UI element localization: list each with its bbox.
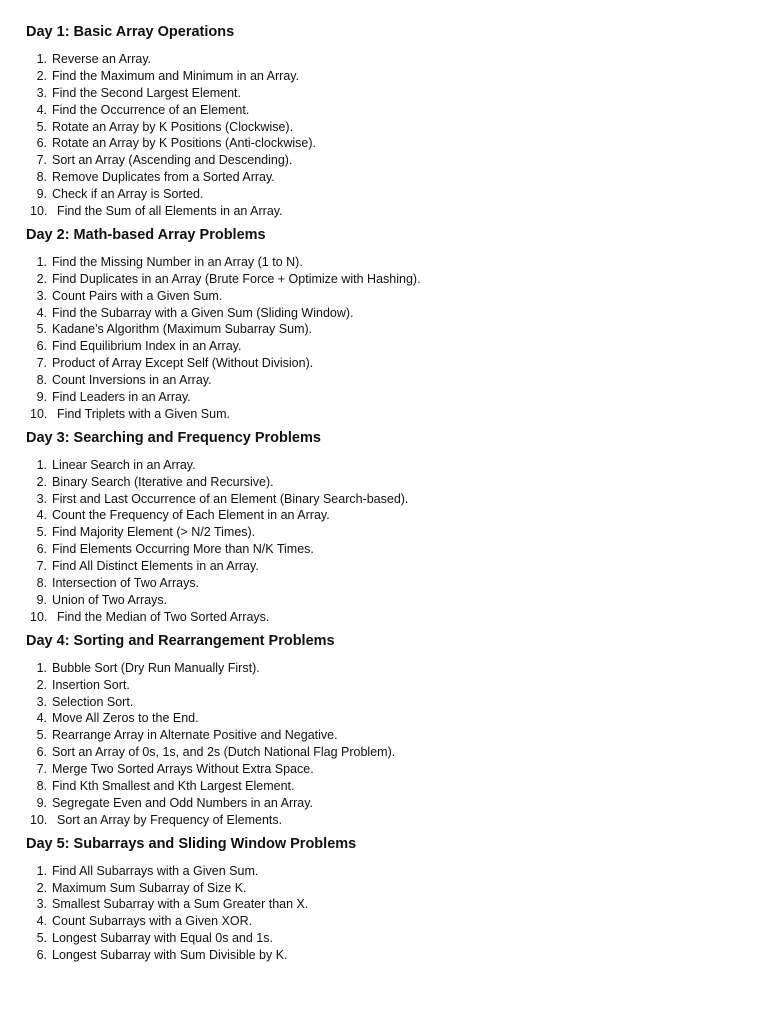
list-item (26, 338, 768, 355)
item-number: 7. (36, 153, 47, 168)
item-text: Count Inversions in an Array. (52, 373, 212, 388)
problem-list (26, 51, 768, 220)
list-item (26, 491, 768, 508)
item-text: Selection Sort. (52, 694, 134, 709)
problem-list (26, 457, 768, 626)
list-item (26, 152, 768, 169)
list-item (26, 558, 768, 575)
list-item (26, 744, 768, 761)
list-item (26, 474, 768, 491)
list-item (26, 609, 768, 626)
list-item (26, 389, 768, 406)
day-section (26, 428, 768, 626)
item-text: Move All Zeros to the End. (52, 711, 199, 726)
problem-list (26, 660, 768, 829)
list-item (26, 541, 768, 558)
item-text: Segregate Even and Odd Numbers in an Array. (52, 795, 314, 810)
list-item (26, 863, 768, 880)
item-text: Kadane's Algorithm (Maximum Subarray Sum). (52, 322, 313, 337)
item-number: 3. (36, 85, 47, 100)
item-text: Merge Two Sorted Arrays Without Extra Space. (52, 762, 314, 777)
list-item (26, 727, 768, 744)
item-number: 3. (36, 694, 47, 709)
section-heading: Day 1: Basic Array Operations (26, 24, 235, 40)
list-item (26, 795, 768, 812)
item-number: 2. (36, 677, 47, 692)
item-number: 5. (36, 728, 47, 743)
item-text: Find the Median of Two Sorted Arrays. (57, 609, 270, 624)
item-number: 10. (30, 406, 48, 421)
item-text: Check if an Array is Sorted. (52, 187, 204, 202)
item-number: 1. (36, 52, 47, 66)
list-item (26, 457, 768, 474)
item-text: Longest Subarray with Sum Divisible by K. (52, 948, 288, 963)
item-text: First and Last Occurrence of an Element (Binary Search-based). (52, 491, 409, 506)
list-item (26, 592, 768, 609)
list-item (26, 186, 768, 203)
item-number: 8. (36, 373, 47, 388)
item-number: 8. (36, 170, 47, 185)
item-number: 6. (36, 136, 47, 151)
item-text: Find Leaders in an Array. (52, 390, 191, 405)
item-number: 3. (36, 491, 47, 506)
item-number: 7. (36, 762, 47, 777)
list-item (26, 913, 768, 930)
day-section (26, 22, 768, 220)
item-number: 3. (36, 897, 47, 912)
list-item (26, 102, 768, 119)
item-text: Sort an Array (Ascending and Descending). (52, 153, 293, 168)
item-number: 2. (36, 68, 47, 83)
item-text: Remove Duplicates from a Sorted Array. (52, 170, 275, 185)
list-item (26, 930, 768, 947)
item-number: 4. (36, 102, 47, 117)
section-heading: Day 3: Searching and Frequency Problems (26, 429, 321, 446)
section-heading: Day 5: Subarrays and Sliding Window Problems (26, 835, 357, 852)
item-number: 5. (36, 525, 47, 540)
item-text: Binary Search (Iterative and Recursive). (52, 474, 274, 489)
list-item (26, 947, 768, 964)
list-item (26, 271, 768, 288)
list-item (26, 51, 768, 68)
item-text: Find Triplets with a Given Sum. (57, 406, 230, 421)
item-text: Find the Missing Number in an Array (1 to N). (52, 254, 303, 269)
problem-list (26, 863, 768, 964)
list-item (26, 575, 768, 592)
item-text: Rearrange Array in Alternate Positive and Negative. (52, 728, 338, 743)
list-item (26, 660, 768, 677)
item-text: Find All Distinct Elements in an Array. (52, 559, 259, 574)
item-number: 6. (36, 339, 47, 354)
list-item (26, 694, 768, 711)
list-item (26, 119, 768, 136)
list-item (26, 880, 768, 897)
day-section (26, 834, 768, 964)
list-item (26, 169, 768, 186)
list-item (26, 305, 768, 322)
item-text: Find Duplicates in an Array (Brute Force + Optimize with Hashing). (52, 271, 421, 286)
item-text: Count Pairs with a Given Sum. (52, 288, 223, 303)
item-number: 1. (36, 660, 47, 675)
problem-list (26, 254, 768, 423)
list-item (26, 254, 768, 271)
item-number: 5. (36, 931, 47, 946)
item-number: 9. (36, 187, 47, 202)
item-number: 9. (36, 592, 47, 607)
item-text: Count Subarrays with a Given XOR. (52, 914, 253, 929)
item-number: 1. (36, 457, 47, 472)
list-item (26, 812, 768, 829)
item-text: Reverse an Array. (52, 52, 152, 66)
item-number: 2. (36, 880, 47, 895)
item-text: Union of Two Arrays. (52, 592, 168, 607)
list-item (26, 778, 768, 795)
list-item (26, 524, 768, 541)
list-item (26, 372, 768, 389)
item-number: 9. (36, 795, 47, 810)
list-item (26, 710, 768, 727)
item-text: Sort an Array of 0s, 1s, and 2s (Dutch National Flag Problem). (52, 745, 396, 760)
item-text: Find Majority Element (> N/2 Times). (52, 525, 256, 540)
item-number: 5. (36, 119, 47, 134)
list-item (26, 68, 768, 85)
list-item (26, 896, 768, 913)
item-number: 7. (36, 356, 47, 371)
list-item (26, 288, 768, 305)
item-text: Longest Subarray with Equal 0s and 1s. (52, 931, 273, 946)
list-item (26, 507, 768, 524)
item-text: Intersection of Two Arrays. (52, 576, 200, 591)
item-number: 1. (36, 254, 47, 269)
list-item (26, 677, 768, 694)
item-text: Find the Sum of all Elements in an Array. (57, 204, 283, 219)
item-number: 6. (36, 745, 47, 760)
item-number: 4. (36, 711, 47, 726)
item-text: Bubble Sort (Dry Run Manually First). (52, 660, 260, 675)
section-heading: Day 4: Sorting and Rearrangement Problems (26, 632, 335, 649)
item-number: 2. (36, 474, 47, 489)
item-text: Linear Search in an Array. (52, 457, 196, 472)
item-text: Find the Second Largest Element. (52, 85, 242, 100)
item-text: Rotate an Array by K Positions (Clockwise). (52, 119, 294, 134)
item-text: Insertion Sort. (52, 677, 130, 692)
item-text: Find the Maximum and Minimum in an Array. (52, 68, 300, 83)
item-number: 4. (36, 508, 47, 523)
item-number: 5. (36, 322, 47, 337)
item-text: Find All Subarrays with a Given Sum. (52, 863, 259, 878)
list-item (26, 355, 768, 372)
item-text: Smallest Subarray with a Sum Greater than X. (52, 897, 309, 912)
list-item (26, 761, 768, 778)
item-text: Find the Occurrence of an Element. (52, 102, 250, 117)
item-text: Find the Subarray with a Given Sum (Sliding Window). (52, 305, 354, 320)
item-text: Maximum Sum Subarray of Size K. (52, 880, 247, 895)
item-text: Find Equilibrium Index in an Array. (52, 339, 242, 354)
item-number: 10. (30, 812, 48, 827)
item-number: 10. (30, 609, 48, 624)
item-number: 6. (36, 542, 47, 557)
list-item (26, 321, 768, 338)
item-number: 10. (30, 204, 48, 219)
item-number: 8. (36, 778, 47, 793)
item-text: Count the Frequency of Each Element in an Array. (52, 508, 330, 523)
item-text: Find Kth Smallest and Kth Largest Element. (52, 778, 295, 793)
item-text: Find Elements Occurring More than N/K Times. (52, 542, 314, 557)
item-number: 4. (36, 305, 47, 320)
item-number: 7. (36, 559, 47, 574)
item-text: Sort an Array by Frequency of Elements. (57, 812, 283, 827)
day-section (26, 225, 768, 423)
item-text: Product of Array Except Self (Without Division). (52, 356, 314, 371)
item-text: Rotate an Array by K Positions (Anti-clockwise). (52, 136, 316, 151)
item-number: 9. (36, 390, 47, 405)
item-number: 1. (36, 863, 47, 878)
item-number: 6. (36, 948, 47, 963)
list-item (26, 406, 768, 423)
section-heading: Day 2: Math-based Array Problems (26, 226, 266, 243)
item-number: 2. (36, 271, 47, 286)
day-section (26, 631, 768, 829)
list-item (26, 135, 768, 152)
item-number: 8. (36, 576, 47, 591)
list-item (26, 203, 768, 220)
list-item (26, 85, 768, 102)
item-number: 3. (36, 288, 47, 303)
item-number: 4. (36, 914, 47, 929)
